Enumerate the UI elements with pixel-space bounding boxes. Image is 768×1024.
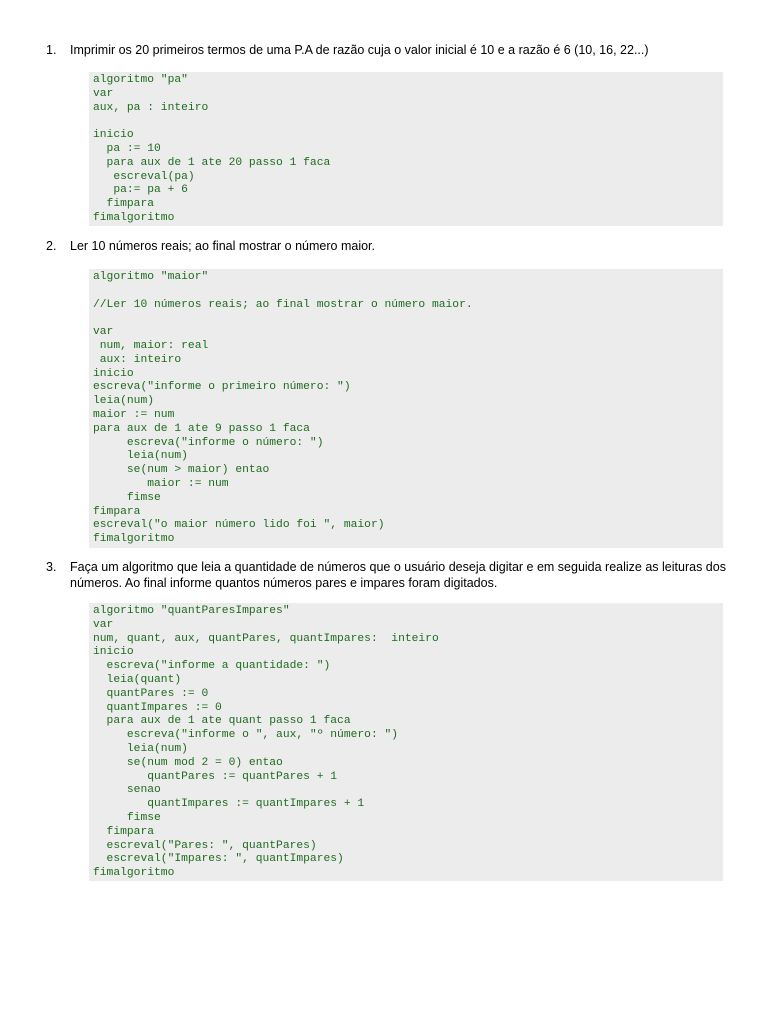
code-line — [93, 312, 723, 326]
code-line: quantImpares := 0 — [93, 701, 222, 714]
code-line: quantPares := 0 — [93, 687, 209, 700]
code-line: algoritmo "pa" — [93, 74, 188, 86]
code-block — [89, 72, 723, 226]
code-line: leia(num) — [93, 742, 188, 755]
code-line: escreva("informe o número: ") — [93, 436, 324, 449]
code-line: leia(num) — [93, 395, 155, 408]
code-line: num, maior: real — [93, 339, 209, 352]
code-line: inicio — [93, 129, 134, 142]
code-line: maior := num — [93, 408, 175, 421]
code-line: fimalgoritmo — [93, 533, 175, 546]
code-line: aux, pa : inteiro — [93, 101, 209, 114]
code-line: quantPares := quantPares + 1 — [93, 770, 338, 783]
code-line: algoritmo "maior" — [93, 271, 209, 283]
code-line: num, quant, aux, quantPares, quantImpares: inteiro — [93, 632, 439, 645]
exercise-number: 3. — [46, 560, 57, 574]
code-line: fimalgoritmo — [93, 867, 175, 880]
code-block — [89, 603, 723, 881]
exercise-question: Ler 10 números reais; ao final mostrar o número maior. — [70, 239, 375, 253]
code-line: escreval("Pares: ", quantPares) — [93, 839, 317, 852]
code-line: pa := 10 — [93, 142, 161, 155]
code-line: escreva("informe a quantidade: ") — [93, 660, 331, 673]
code-line: para aux de 1 ate 9 passo 1 faca — [93, 422, 310, 435]
code-line: escreva("informe o primeiro número: ") — [93, 381, 351, 394]
code-line — [93, 115, 723, 129]
code-line: var — [93, 326, 114, 339]
code-line: pa:= pa + 6 — [93, 184, 188, 197]
code-line: fimpara — [93, 505, 141, 518]
code-block — [89, 269, 723, 548]
exercise-2 — [0, 238, 768, 548]
code-line: escreva("informe o ", aux, "º número: ") — [93, 729, 399, 742]
exercise-question: Faça um algoritmo que leia a quantidade de números que o usuário deseja digitar e em seguida realize as leituras dos números. Ao final informe quantos números pares e impares foram digitados. — [70, 560, 726, 590]
code-line: inicio — [93, 646, 134, 659]
code-line: se(num mod 2 = 0) entao — [93, 756, 283, 769]
code-line: escreval("Impares: ", quantImpares) — [93, 853, 344, 866]
exercise-1 — [0, 42, 768, 232]
exercise-number: 1. — [46, 43, 57, 57]
code-line: escreval(pa) — [93, 170, 195, 183]
code-line: fimse — [93, 811, 161, 824]
code-line: maior := num — [93, 477, 229, 490]
code-line: inicio — [93, 367, 134, 380]
code-line: escreval("o maior número lido foi ", maior) — [93, 519, 385, 532]
code-line: //Ler 10 números reais; ao final mostrar o número maior. — [93, 298, 473, 311]
code-line: fimpara — [93, 825, 155, 838]
exercise-number: 2. — [46, 239, 57, 253]
code-line: fimalgoritmo — [93, 211, 175, 224]
code-line: para aux de 1 ate 20 passo 1 faca — [93, 156, 331, 169]
exercise-question: Imprimir os 20 primeiros termos de uma P.A de razão cuja o valor inicial é 10 e a razão é 6 (10, 16, 22...) — [70, 43, 649, 57]
code-line: var — [93, 87, 114, 100]
code-line: aux: inteiro — [93, 353, 182, 366]
code-line: algoritmo "quantParesImpares" — [93, 605, 290, 617]
code-line: fimpara — [93, 198, 155, 211]
exercise-3 — [0, 559, 768, 884]
code-line: leia(num) — [93, 450, 188, 463]
code-line: var — [93, 618, 114, 631]
code-line: leia(quant) — [93, 673, 182, 686]
code-line: fimse — [93, 491, 161, 504]
code-line — [93, 285, 723, 299]
code-line: quantImpares := quantImpares + 1 — [93, 798, 365, 811]
code-line: se(num > maior) entao — [93, 464, 270, 477]
code-line: senao — [93, 784, 161, 797]
code-line: para aux de 1 ate quant passo 1 faca — [93, 715, 351, 728]
